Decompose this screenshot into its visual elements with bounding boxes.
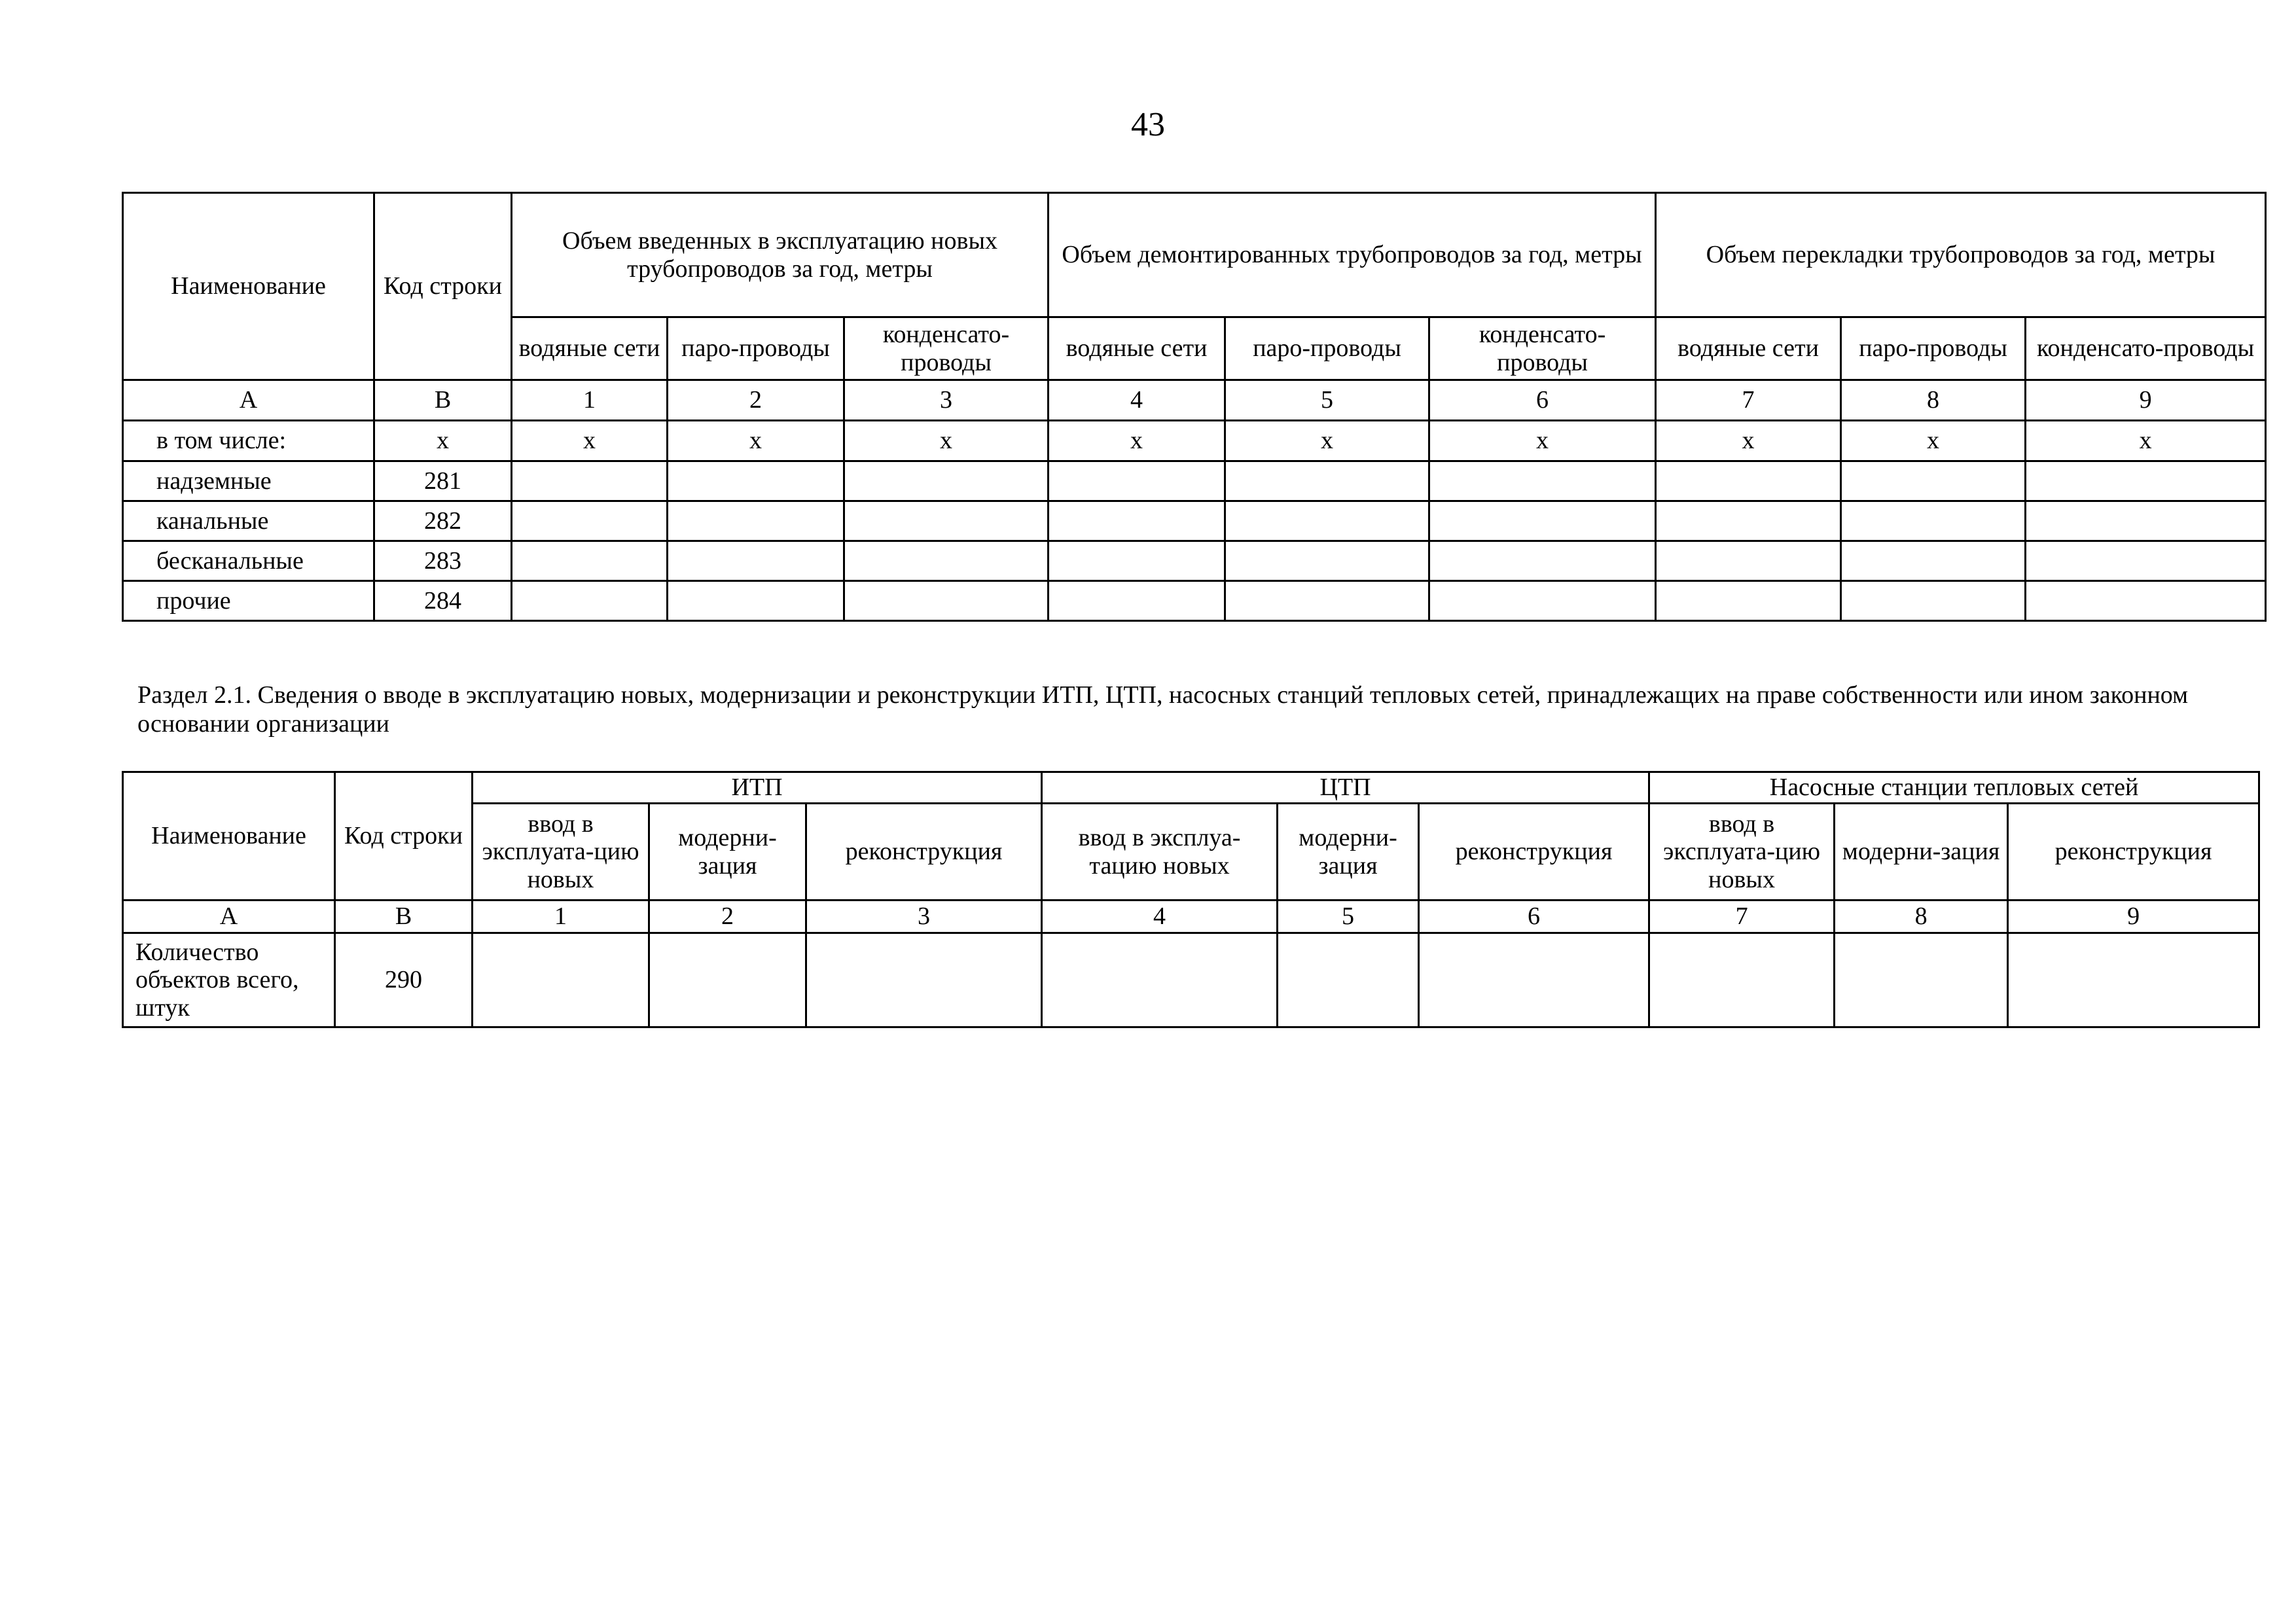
index-cell: 8 [1841, 380, 2026, 421]
data-cell [1225, 541, 1429, 581]
data-cell [512, 541, 668, 581]
index-cell: 4 [1049, 380, 1225, 421]
data-cell: x [1656, 421, 1841, 461]
subheader-cell: ввод в эксплуата-цию новых [1649, 804, 1835, 901]
data-cell: x [844, 421, 1049, 461]
data-cell [844, 461, 1049, 501]
data-cell [1225, 581, 1429, 621]
data-cell [1049, 461, 1225, 501]
header-name: Наименование [123, 772, 335, 901]
subheader-cell: конденсато-проводы [1429, 317, 1656, 380]
data-cell [2008, 933, 2259, 1027]
header-code: Код строки [374, 193, 512, 380]
row-name: прочие [123, 581, 374, 621]
index-cell: 9 [2008, 901, 2259, 933]
subheader-cell: паро-проводы [668, 317, 844, 380]
table-row [123, 461, 2266, 501]
index-cell: 4 [1042, 901, 1278, 933]
data-cell [1049, 541, 1225, 581]
data-cell [844, 501, 1049, 541]
index-cell: 8 [1835, 901, 2008, 933]
pipelines-volume-table [122, 192, 2267, 622]
data-cell [806, 933, 1042, 1027]
data-cell [668, 501, 844, 541]
data-cell [1049, 581, 1225, 621]
heat-stations-table [122, 771, 2260, 1028]
data-cell [1835, 933, 2008, 1027]
row-name: в том числе: [123, 421, 374, 461]
subheader-cell: водяные сети [512, 317, 668, 380]
header-group-relaid: Объем перекладки трубопроводов за год, метры [1656, 193, 2266, 317]
data-cell [512, 461, 668, 501]
table-row [123, 541, 2266, 581]
row-name: надземные [123, 461, 374, 501]
data-cell [1649, 933, 1835, 1027]
index-cell: 1 [473, 901, 649, 933]
data-cell [1429, 581, 1656, 621]
index-cell: 1 [512, 380, 668, 421]
data-cell [2026, 541, 2266, 581]
index-cell: 2 [668, 380, 844, 421]
row-code: 281 [374, 461, 512, 501]
row-code: 283 [374, 541, 512, 581]
data-cell [512, 501, 668, 541]
header-group-new: Объем введенных в эксплуатацию новых трубопроводов за год, метры [512, 193, 1049, 317]
data-cell [668, 461, 844, 501]
data-cell [668, 581, 844, 621]
row-code: 290 [335, 933, 473, 1027]
data-cell [1429, 501, 1656, 541]
subheader-cell: водяные сети [1656, 317, 1841, 380]
index-cell: А [123, 380, 374, 421]
subheader-cell: модерни-зация [649, 804, 806, 901]
table-row [123, 421, 2266, 461]
data-cell [1841, 501, 2026, 541]
index-cell: 3 [806, 901, 1042, 933]
table-row [123, 501, 2266, 541]
page-number: 43 [1131, 106, 1165, 143]
data-cell: x [1429, 421, 1656, 461]
data-cell [1225, 461, 1429, 501]
data-cell [844, 541, 1049, 581]
header-group-ctp: ЦТП [1042, 772, 1649, 804]
index-cell: 3 [844, 380, 1049, 421]
index-cell: 2 [649, 901, 806, 933]
data-cell [2026, 501, 2266, 541]
subheader-cell: реконструкция [2008, 804, 2259, 901]
subheader-cell: ввод в эксплуа-тацию новых [1042, 804, 1278, 901]
section-title: Раздел 2.1. Сведения о вводе в эксплуатацию новых, модернизации и реконструкции ИТП, ЦТП, насосных станций тепловых сетей, принадлежащих на праве собственности или ином законном основании организации [137, 681, 2189, 738]
index-row [123, 901, 2259, 933]
index-cell: 6 [1429, 380, 1656, 421]
subheader-cell: конденсато-проводы [2026, 317, 2266, 380]
data-cell [1225, 501, 1429, 541]
row-name: канальные [123, 501, 374, 541]
data-cell [844, 581, 1049, 621]
data-cell [1841, 581, 2026, 621]
data-cell [1278, 933, 1419, 1027]
row-name: бесканальные [123, 541, 374, 581]
subheader-cell: модерни-зация [1835, 804, 2008, 901]
subheader-cell: реконструкция [1419, 804, 1649, 901]
row-code: 284 [374, 581, 512, 621]
index-cell: В [374, 380, 512, 421]
subheader-cell: модерни-зация [1278, 804, 1419, 901]
data-cell: x [1841, 421, 2026, 461]
data-cell [1656, 581, 1841, 621]
header-code: Код строки [335, 772, 473, 901]
subheader-cell: паро-проводы [1225, 317, 1429, 380]
data-cell: x [1225, 421, 1429, 461]
row-code: x [374, 421, 512, 461]
header-group-pump-stations: Насосные станции тепловых сетей [1649, 772, 2259, 804]
data-cell [2026, 461, 2266, 501]
index-cell: А [123, 901, 335, 933]
data-cell [2026, 581, 2266, 621]
index-cell: 7 [1656, 380, 1841, 421]
index-cell: 7 [1649, 901, 1835, 933]
index-cell: В [335, 901, 473, 933]
data-cell [1656, 461, 1841, 501]
data-cell [1042, 933, 1278, 1027]
header-group-dismantled: Объем демонтированных трубопроводов за год, метры [1049, 193, 1656, 317]
index-cell: 5 [1278, 901, 1419, 933]
row-code: 282 [374, 501, 512, 541]
data-cell [1656, 541, 1841, 581]
subheader-cell: ввод в эксплуата-цию новых [473, 804, 649, 901]
data-cell [512, 581, 668, 621]
data-cell [1429, 461, 1656, 501]
table-row [123, 933, 2259, 1027]
data-cell: x [2026, 421, 2266, 461]
data-cell [1656, 501, 1841, 541]
header-group-itp: ИТП [473, 772, 1042, 804]
index-cell: 6 [1419, 901, 1649, 933]
subheader-cell: паро-проводы [1841, 317, 2026, 380]
subheader-cell: водяные сети [1049, 317, 1225, 380]
table-row [123, 581, 2266, 621]
subheader-cell: конденсато-проводы [844, 317, 1049, 380]
index-cell: 9 [2026, 380, 2266, 421]
data-cell [1429, 541, 1656, 581]
data-cell [649, 933, 806, 1027]
subheader-cell: реконструкция [806, 804, 1042, 901]
data-cell [668, 541, 844, 581]
index-row [123, 380, 2266, 421]
data-cell: x [668, 421, 844, 461]
data-cell [1049, 501, 1225, 541]
row-name: Количество объектов всего, штук [123, 933, 335, 1027]
data-cell [473, 933, 649, 1027]
header-name: Наименование [123, 193, 374, 380]
index-cell: 5 [1225, 380, 1429, 421]
data-cell [1419, 933, 1649, 1027]
data-cell [1841, 461, 2026, 501]
data-cell [1841, 541, 2026, 581]
data-cell: x [512, 421, 668, 461]
data-cell: x [1049, 421, 1225, 461]
